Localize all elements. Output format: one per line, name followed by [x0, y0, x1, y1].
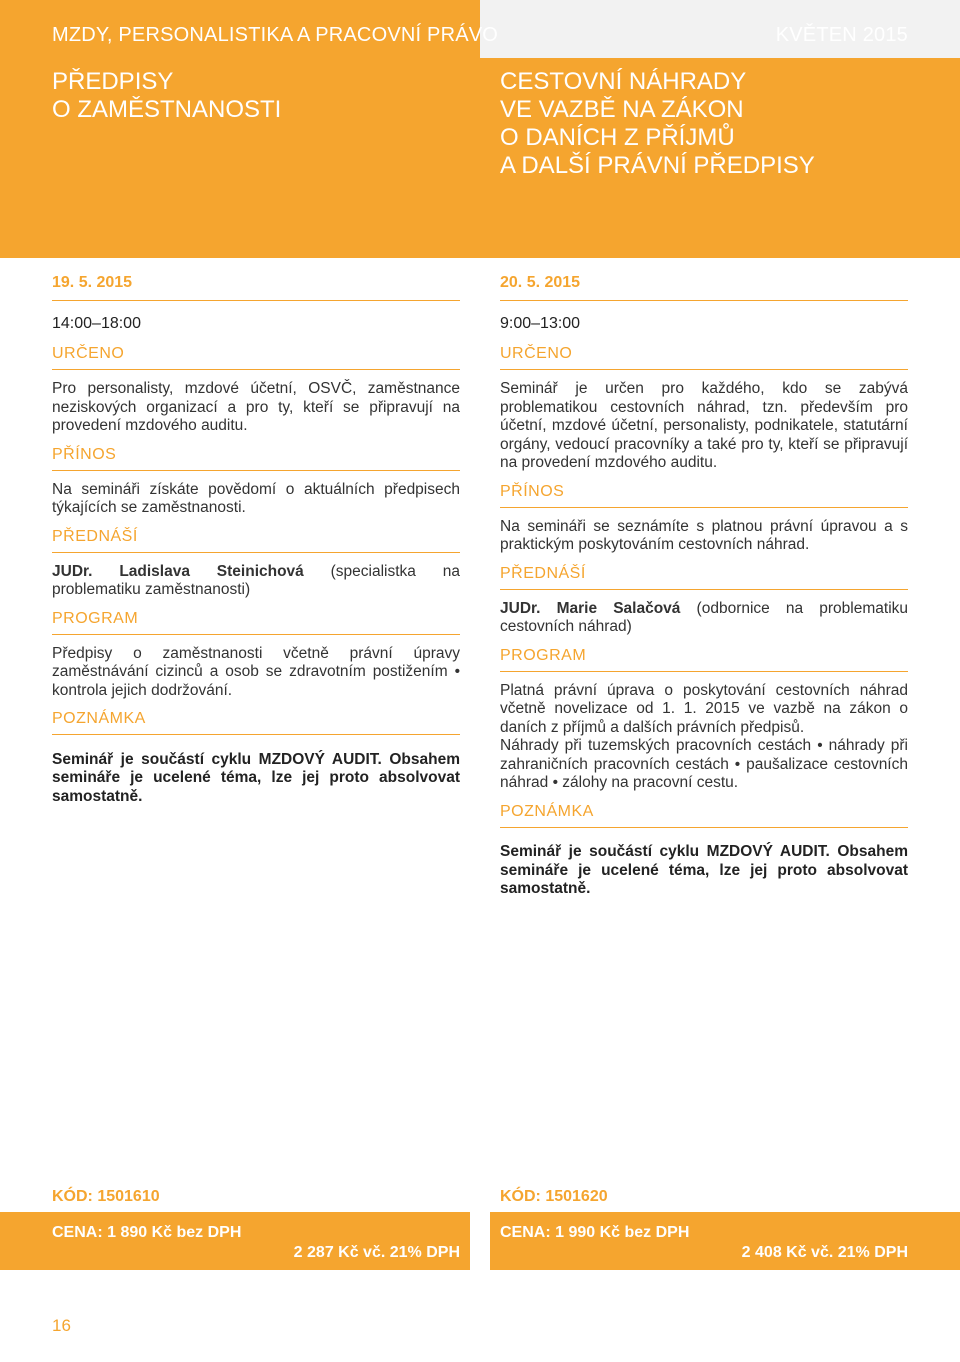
lecturer-name: JUDr. Marie Salačová — [500, 599, 681, 617]
prinos-text: Na semináři se seznámíte s platnou právní úpravou a s praktickým poskytováním cestovních náhrad. — [500, 517, 908, 553]
course-code: KÓD: 1501620 — [500, 1188, 608, 1205]
prinos-heading: PŘÍNOS — [500, 483, 908, 508]
urceno-heading: URČENO — [52, 345, 460, 370]
program-text: Platná právní úprava o poskytování cestovních náhrad včetně novelizace od 1. 1. 2015 ve vazbě na zákon o daních z příjmů a dalších právních předpisů. — [500, 681, 908, 736]
poznamka-text: Seminář je součástí cyklu MZDOVÝ AUDIT. Obsahem semináře je ucelené téma, lze jej proto absolvovat samostatně. — [500, 843, 908, 897]
lecturer-text — [52, 563, 460, 600]
title-line: PŘEDPISY — [52, 68, 174, 95]
course-code: KÓD: 1501610 — [52, 1188, 160, 1205]
urceno-heading: URČENO — [500, 345, 908, 370]
title-line: O ZAMĚSTNANOSTI — [52, 96, 282, 123]
program-heading: PROGRAM — [500, 647, 908, 672]
prinos-heading: PŘÍNOS — [52, 446, 460, 471]
poznamka-heading: POZNÁMKA — [52, 710, 460, 735]
urceno-text: Pro personalisty, mzdové účetní, OSVČ, zaměstnance neziskových organizací a pro ty, kteří se připravují na provedení mzdového auditu. — [52, 380, 460, 434]
price-without-vat: CENA: 1 890 Kč bez DPH — [52, 1224, 242, 1241]
seminar-column-left — [52, 274, 460, 822]
price-without-vat: CENA: 1 990 Kč bez DPH — [500, 1224, 690, 1241]
title-line: A DALŠÍ PRÁVNÍ PŘEDPISY — [500, 152, 815, 179]
title-line: VE VAZBĚ NA ZÁKON — [500, 96, 744, 123]
issue-date: KVĚTEN 2015 — [775, 24, 908, 46]
lecturer-text — [500, 600, 908, 637]
seminar-time: 14:00–18:00 — [52, 315, 141, 332]
seminar-title-left — [52, 68, 281, 124]
poznamka-text: Seminář je součástí cyklu MZDOVÝ AUDIT. Obsahem semináře je ucelené téma, lze jej proto absolvovat samostatně. — [52, 750, 460, 805]
price-band-divider — [470, 1212, 490, 1270]
seminar-date: 19. 5. 2015 — [52, 274, 460, 301]
title-line: O DANÍCH Z PŘÍJMŮ — [500, 124, 735, 151]
lecturer-name: JUDr. Ladislava Steinichová — [52, 562, 304, 580]
urceno-text: Seminář je určen pro každého, kdo se zabývá problematikou cestovních náhrad, tzn. především pro účetní, mzdové účetní, personalisty, podnikatele, statutární orgány, vedoucí pracovníky a také pro ty, kteří se připravují na provedení mzdového auditu. — [500, 380, 908, 471]
prednasi-heading: PŘEDNÁŠÍ — [500, 565, 908, 590]
seminar-time: 9:00–13:00 — [500, 315, 581, 332]
seminar-column-right — [500, 274, 908, 914]
seminar-date: 20. 5. 2015 — [500, 274, 908, 301]
section-heading: MZDY, PERSONALISTIKA A PRACOVNÍ PRÁVO — [52, 24, 499, 46]
price-with-vat: 2 408 Kč vč. 21% DPH — [741, 1244, 908, 1261]
title-line: CESTOVNÍ NÁHRADY — [500, 68, 747, 95]
program-heading: PROGRAM — [52, 610, 460, 635]
program-text: Předpisy o zaměstnanosti včetně právní úpravy zaměstnávání cizinců a osob se zdravotním postižením • kontrola jejich dodržování. — [52, 644, 460, 699]
price-with-vat: 2 287 Kč vč. 21% DPH — [293, 1244, 460, 1261]
prednasi-heading: PŘEDNÁŠÍ — [52, 528, 460, 553]
page-number: 16 — [52, 1316, 71, 1335]
lecturer-description: (specialistka na problematiku zaměstnanosti) — [52, 562, 460, 598]
lecturer-description: (odbornice na problematiku cestovních náhrad) — [500, 599, 909, 635]
poznamka-heading: POZNÁMKA — [500, 803, 908, 828]
seminar-title-right — [500, 68, 920, 180]
prinos-text: Na semináři získáte povědomí o aktuálních předpisech týkajících se zaměstnanosti. — [52, 480, 460, 516]
program-text: Náhrady při tuzemských pracovních cestách • náhrady při zahraničních pracovních cestách • paušalizace cestovních náhrad • zálohy na pracovní cestu. — [500, 737, 908, 791]
